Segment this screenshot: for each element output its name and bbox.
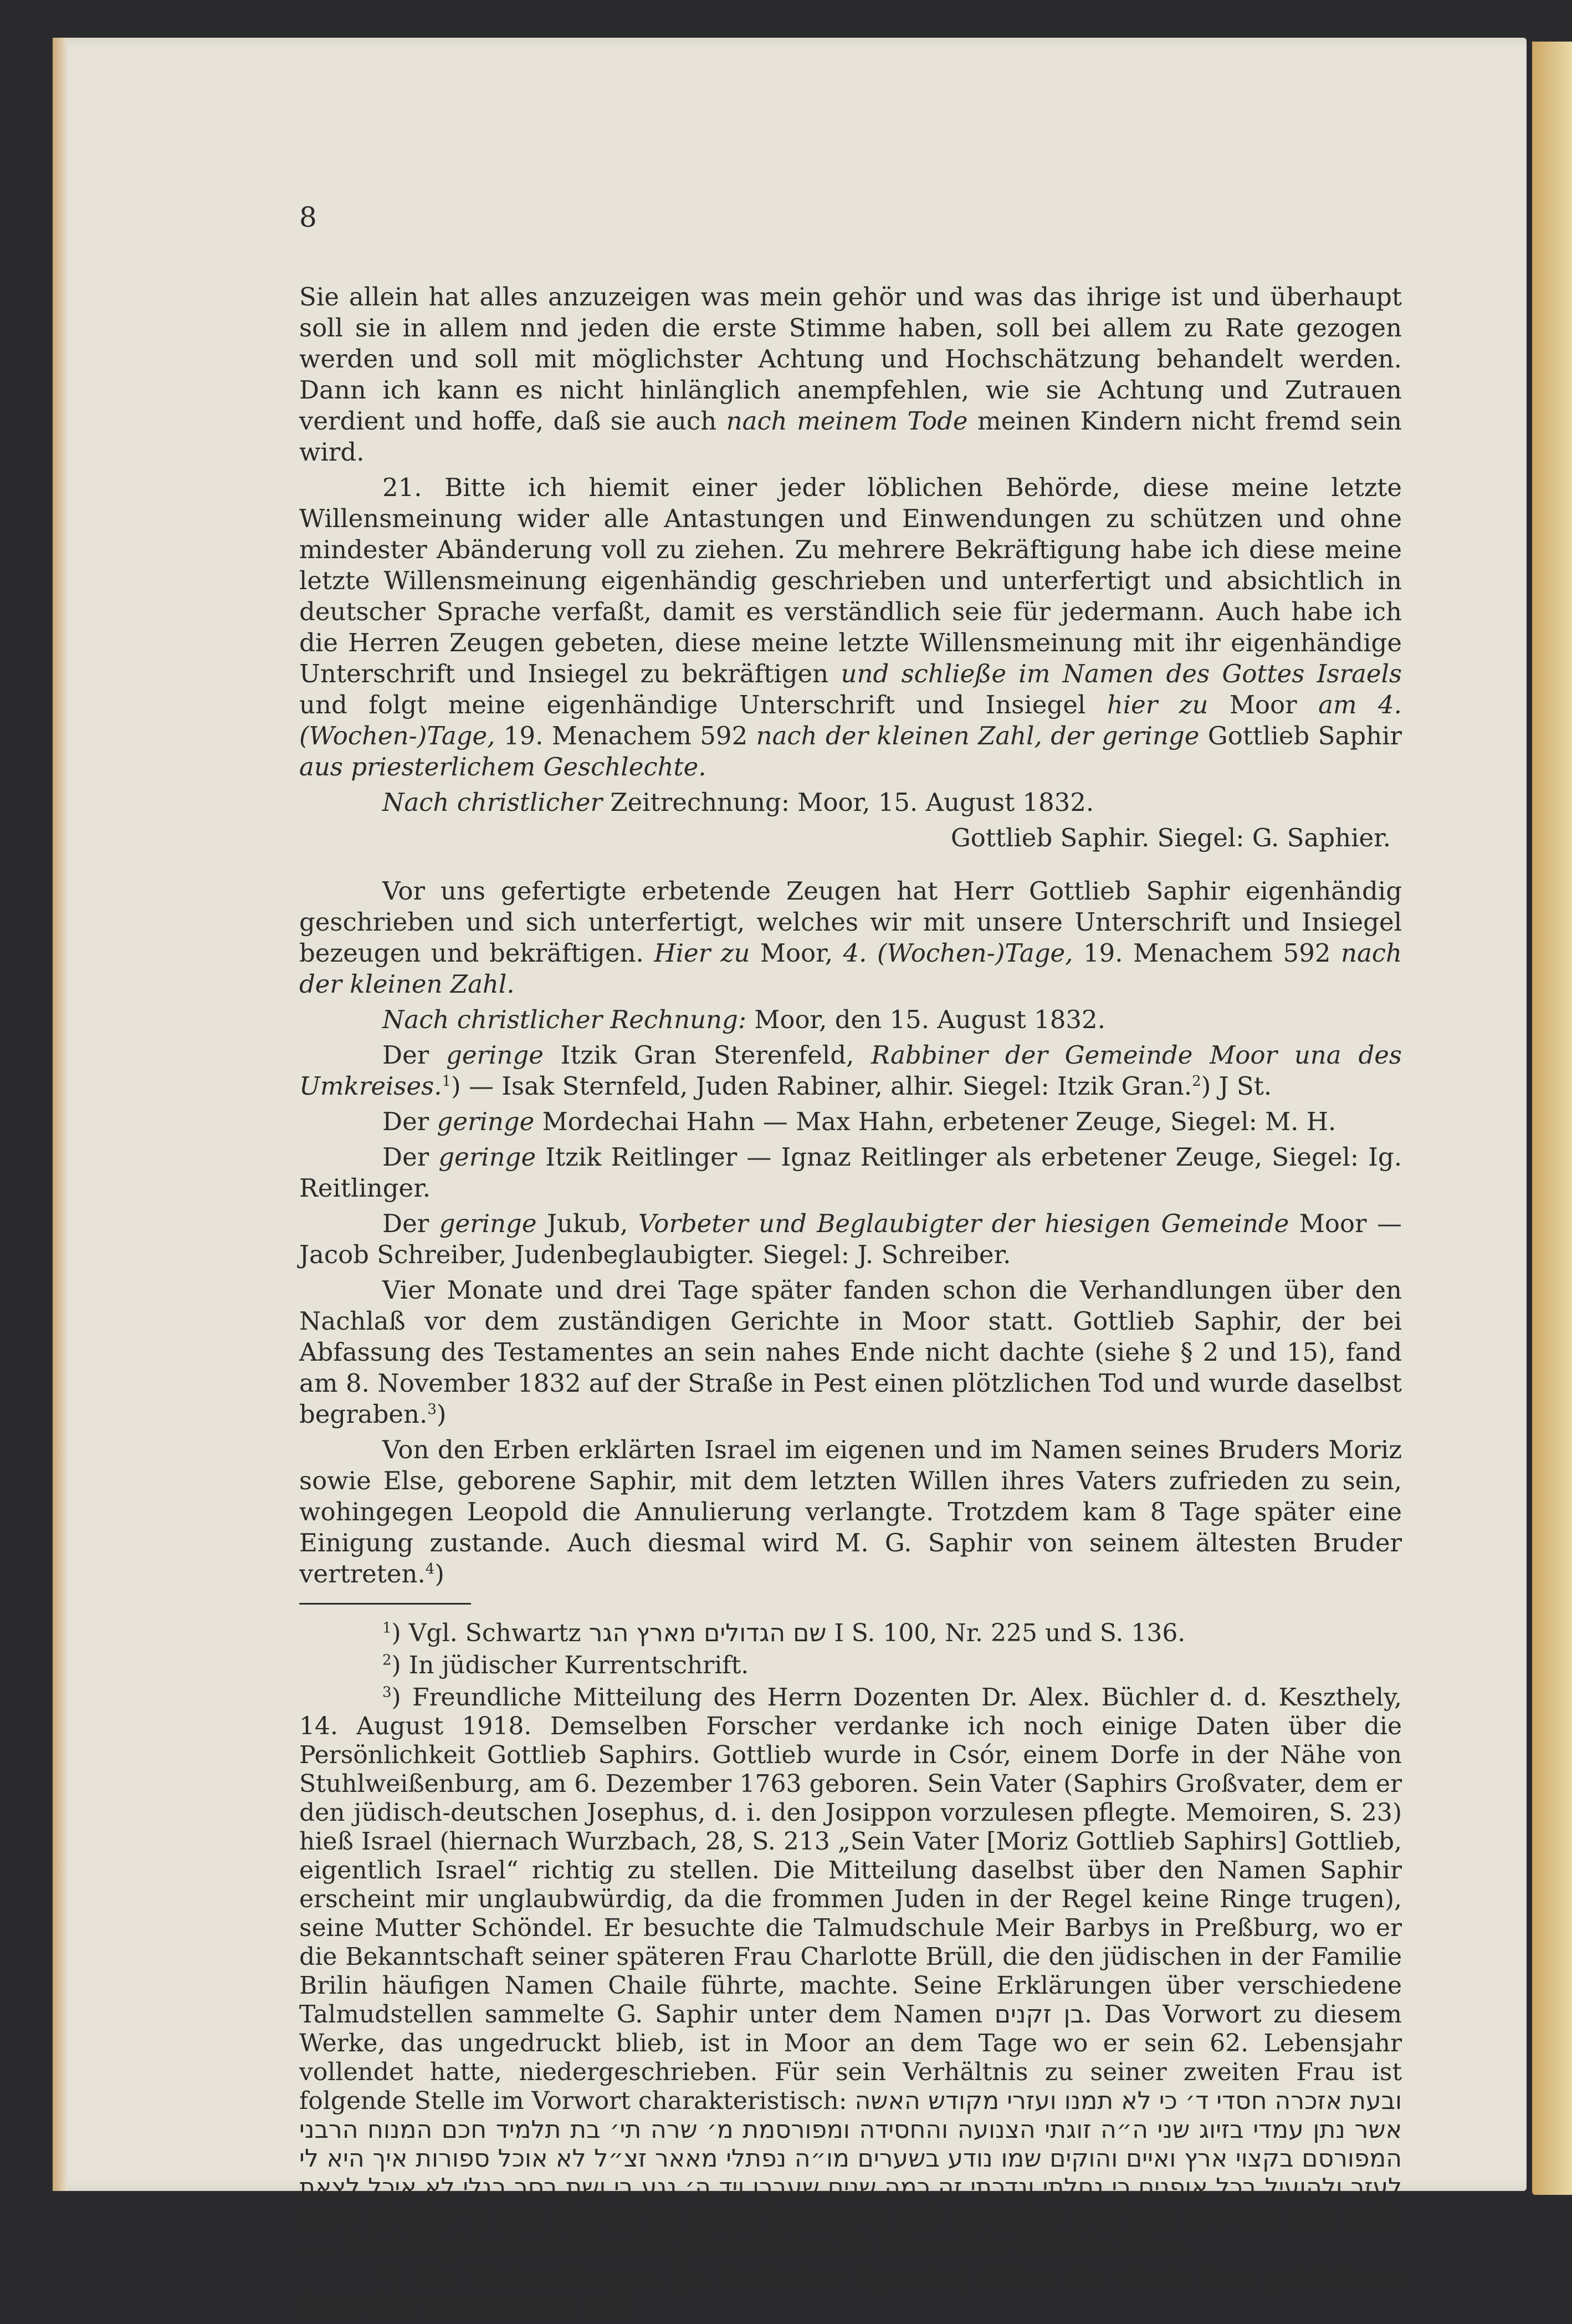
witness-2: Der geringe Mordechai Hahn — Max Hahn, erbetener Zeuge, Siegel: M. H. [382, 1107, 1337, 1136]
footnote-4: $^4$) Die Verhandlungen (in deutscher Sprache) füllen die vierte leer gebliebene Seite des Testamentes aus. [299, 2263, 1402, 2320]
signature-line: Gottlieb Saphir. Siegel: G. Saphier. [950, 823, 1391, 852]
footnote-2: $^2$) In jüdischer Kurrentschrift. [382, 1651, 749, 1679]
hebrew-quote: ובעת אזכרה חסדי ד׳ כי לא תמנו ועזרי מקודש האשה אשר נתן עמדי בזיוג שני ה״ה זוגתי הצנועה והחסידה ומפורסמת מ׳ שרה תי׳ בת תלמיד חכם המנוח הרבני המפורסם בקצוי ארץ ואיים והוקים שמו נודע בשערים מו״ה נפתלי מאאר זצ״ל לא אוכל ספורות איך היא לי לעזר ולהועיל בכל אופנים כי נחלתי ונדכתי זה כמה שנים שעברו ויד ה׳ נגע בי ושת בסר רגלי לא איכל לצאת ולבוא והנה אנכי יושב אוהל והיא שולחת ידה לכוס הישועות אל המחיה ועל הכלכלה אתה ה׳ שלם לה שכרה [299, 2087, 1402, 2230]
witness-1: Der geringe Itzik Gran Sterenfeld, Rabbiner der Gemeinde Moor una des Umkreises.$^1$) — Isak Sternfeld, Juden Rabiner, alhir. Siegel: Itzik Gran.$^2$) J St. [299, 1040, 1402, 1101]
paragraph-heirs: Von den Erben erklärten Israel im eigenen und im Namen seines Bruders Moriz sowie Else, geborene Saphir, mit dem letzten Willen ihres Vaters zufrieden zu sein, wohingegen Leopold die Annulierung verlangte. Trotzdem kam 8 Tage später eine Einigung zustande. Auch diesmal wird M. G. Saphir von seinem ältesten Bruder vertreten.$^4$) [299, 1435, 1402, 1589]
witness-date: Nach christlicher Rechnung: Moor, den 15. August 1832. [382, 1005, 1105, 1034]
page-spine [53, 38, 67, 2191]
next-page-edge [1532, 42, 1572, 2195]
page-number: 8 [299, 201, 317, 233]
footnote-3: $^3$) Freundliche Mitteilung des Herrn Dozenten Dr. Alex. Büchler d. d. Keszthely, 14. August 1918. Demselben Forscher verdanke ich noch einige Daten über die Persönlichkeit Gottlieb Saphirs. Gottlieb wurde in Csór, einem Dorfe in der Nähe von Stuhlweißenburg, am 6. Dezember 1763 geboren. Sein Vater (Saphirs Großvater, dem er den jüdisch-deutschen Josephus, d. i. den Josippon vorzulesen pflegte. Memoiren, S. 23) hieß Israel (hiernach Wurzbach, 28, S. 213 „Sein Vater [Moriz Gottlieb Saphirs] Gottlieb, eigentlich Israel“ richtig zu stellen. Die Mitteilung daselbst über den Namen Saphir erscheint mir unglaubwürdig, da die frommen Juden in der Regel keine Ringe trugen), seine Mutter Schöndel. Er besuchte die Talmudschule Meir Barbys in Preßburg, wo er die Bekanntschaft seiner späteren Frau Charlotte Brüll, die den jüdischen in der Familie Brilin häufigen Namen Chaile führte, machte. Seine Erklärungen über verschiedene Talmudstellen sammelte G. Saphir unter dem Namen בן זקנים. Das Vorwort zu diesem Werke, das ungedruckt blieb, ist in Moor an dem Tage wo er sein 62. Lebensjahr vollendet hatte, niedergeschrieben. Für sein Verhältnis zu seiner zweiten Frau ist folgende Stelle im Vorwort charakteristisch: ובעת אזכרה חסדי ד׳ כי לא תמנו ועזרי מקודש האשה אשר נתן עמדי בזיוג שני ה״ה זוגתי הצנועה והחסידה ומפורסמת מ׳ שרה תי׳ בת תלמיד חכם המנוח הרבני המפורסם בקצוי ארץ ואיים והוקים שמו נודע בשערים מו״ה נפתלי מאאר זצ״ל לא אוכל ספורות איך היא לי לעזר ולהועיל בכל אופנים כי נחלתי ונדכתי זה כמה שנים שעברו ויד ה׳ נגע בי ושת בסר רגלי לא איכל לצאת ולבוא והנה אנכי יושב אוהל והיא שולחת ידה לכוס הישועות אל המחיה ועל הכלכלה אתה ה׳ שלם לה שכרה . . . Sara Saphir starb über 86 Jahre alt am 15. Dezember 1842 in Moor. [299, 1683, 1402, 2259]
paragraph-proceedings: Vier Monate und drei Tage später fanden schon die Verhandlungen über den Nachlaß vor dem zuständigen Gerichte in Moor statt. Gottlieb Saphir, der bei Abfassung des Testamentes an sein nahes Ende nicht dachte (siehe § 2 und 15), fand am 8. November 1832 auf der Straße in Pest einen plötzlichen Tod und wurde daselbst begraben.$^3$) [299, 1275, 1402, 1429]
witness-intro: Vor uns gefertigte erbetende Zeugen hat Herr Gottlieb Saphir eigenhändig geschrieben und sich unterfertigt, welches wir mit unsere Unterschrift und Insiegel bezeugen und bekräftigen. Hier zu Moor, 4. (Wochen-)Tage, 19. Menachem 592 nach der kleinen Zahl. [299, 876, 1402, 999]
footnote-rule [299, 1603, 471, 1605]
footnotes [299, 1619, 1402, 2321]
footnote-1: $^1$) Vgl. Schwartz שם הגדולים מארץ הגר I S. 100, Nr. 225 und S. 136. [382, 1619, 1186, 1647]
witness-4: Der geringe Jukub, Vorbeter und Beglaubigter der hiesigen Gemeinde Moor — Jacob Schreiber, Judenbeglaubigter. Siegel: J. Schreiber. [299, 1209, 1402, 1269]
date-line: Nach christlicher Zeitrechnung: Moor, 15. August 1832. [382, 788, 1094, 817]
paragraph-1: Sie allein hat alles anzuzeigen was mein gehör und was das ihrige ist und überhaupt soll sie in allem nnd jeden die erste Stimme haben, soll bei allem zu Rate gezogen werden und soll mit möglichster Achtung und Hochschätzung behandelt werden. Dann ich kann es nicht hinlänglich anempfehlen, wie sie Achtung und Zutrauen verdient und hoffe, daß sie auch nach meinem Tode meinen Kindern nicht fremd sein wird. [299, 282, 1402, 467]
paragraph-21: 21. Bitte ich hiemit einer jeder löblichen Behörde, diese meine letzte Willensmeinung wider alle Antastungen und Einwendungen zu schützen und ohne mindester Abänderung voll zu ziehen. Zu mehrere Bekräftigung habe ich diese meine letzte Willensmeinung eigenhändig geschrieben und unterfertigt und absichtlich in deutscher Sprache verfaßt, damit es verständlich seie für jedermann. Auch habe ich die Herren Zeugen gebeten, diese meine letzte Willensmeinung mit ihr eigenhändige Unterschrift und Insiegel zu bekräftigen und schließe im Namen des Gottes Israels und folgt meine eigenhändige Unterschrift und Insiegel hier zu Moor am 4. (Wochen-)Tage, 19. Menachem 592 nach der kleinen Zahl, der geringe Gottlieb Saphir aus priesterlichem Geschlechte. [299, 473, 1402, 782]
witness-3: Der geringe Itzik Reitlinger — Ignaz Reitlinger als erbetener Zeuge, Siegel: Ig. Reitlinger. [299, 1142, 1402, 1203]
book-page [53, 38, 1527, 2320]
page-body [299, 282, 1402, 2324]
